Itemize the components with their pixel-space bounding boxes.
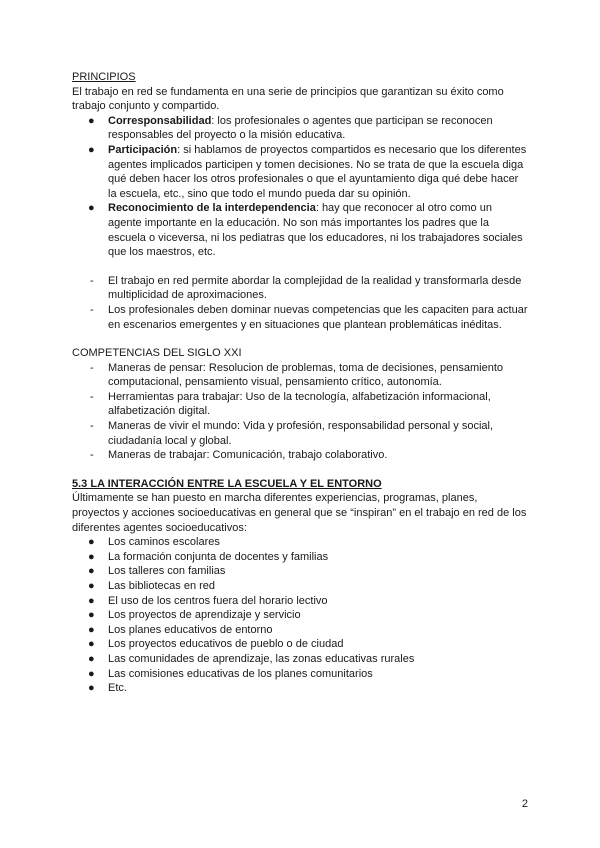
bullet-icon: ● [88, 638, 95, 651]
dash-item-text: Los profesionales deben dominar nuevas competencias que les capaciten para actuar en escenarios emergentes y en situaciones que plantean problemáticas inéditas. [108, 303, 528, 331]
list-item [72, 114, 528, 143]
bullet-icon: ● [88, 682, 95, 695]
list-item [72, 652, 528, 667]
competencia-text: Maneras de pensar: Resolucion de problemas, toma de decisiones, pensamiento computacional, pensamiento visual, pensamiento crítico, autonomía. [108, 361, 504, 389]
interaccion-item-text: Los talleres con familias [108, 565, 226, 578]
bullet-icon: ● [88, 536, 95, 549]
competencias-list [72, 361, 528, 463]
list-item [72, 667, 528, 682]
bullet-icon: ● [88, 623, 95, 636]
interaccion-item-text: Las comisiones educativas de los planes comunitarios [108, 667, 373, 680]
bullet-icon: ● [88, 550, 95, 563]
spacer [72, 260, 528, 274]
bullet-icon: ● [88, 580, 95, 592]
interaccion-item-text: La formación conjunta de docentes y familias [108, 550, 329, 563]
list-item [72, 564, 528, 579]
list-item [72, 274, 528, 303]
list-item [72, 303, 528, 332]
section-title: 5.3 LA INTERACCIÓN ENTRE LA ESCUELA Y EL ENTORNO [72, 477, 382, 490]
bullet-icon: ● [88, 667, 95, 680]
list-item [72, 623, 528, 638]
dash-icon: - [90, 274, 94, 287]
list-item [72, 390, 528, 419]
competencia-text: Maneras de vivir el mundo: Vida y profesión, responsabilidad personal y social, ciudadanía local y global. [108, 420, 494, 447]
principio-term: Corresponsabilidad [108, 114, 212, 127]
principios-list [72, 114, 528, 260]
principio-text: : los profesionales o agentes que participan se reconocen responsables del proyecto o la misión educativa. [108, 114, 493, 142]
bullet-icon: ● [88, 143, 95, 156]
list-item [72, 201, 528, 259]
list-item [72, 448, 528, 463]
dash-item-text: El trabajo en red permite abordar la complejidad de la realidad y transformarla desde multiplicidad de aproximaciones. [108, 274, 522, 302]
interaccion-item-text: Los proyectos de aprendizaje y servicio [108, 609, 301, 622]
bullet-icon: ● [88, 114, 95, 127]
bullet-icon: ● [88, 652, 95, 665]
bullet-icon: ● [88, 202, 95, 215]
interaccion-item-text: Los planes educativos de entorno [108, 623, 273, 636]
document-page [72, 70, 528, 696]
principios-dash-list [72, 274, 528, 332]
spacer [72, 463, 528, 477]
spacer [72, 332, 528, 346]
list-item [72, 535, 528, 550]
bullet-icon: ● [88, 565, 95, 578]
interaccion-item-text: Los caminos escolares [108, 536, 220, 549]
list-item [72, 637, 528, 652]
interaccion-item-text: Los proyectos educativos de pueblo o de ciudad [108, 638, 344, 651]
dash-icon: - [90, 303, 94, 316]
dash-icon: - [90, 449, 94, 462]
list-item [72, 681, 528, 696]
list-item [72, 143, 528, 201]
dash-icon: - [90, 420, 94, 433]
interaccion-item-text: El uso de los centros fuera del horario lectivo [108, 594, 328, 607]
dash-icon: - [90, 390, 94, 403]
list-item [72, 608, 528, 623]
competencias-heading: COMPETENCIAS DEL SIGLO XXI [72, 347, 242, 360]
list-item [72, 594, 528, 609]
interaccion-item-text: Las bibliotecas en red [108, 580, 216, 592]
list-item [72, 550, 528, 565]
principio-text: : hay que reconocer al otro como un agente importante en la educación. No son más importantes los padres que la escuela o viceversa, ni los pediatras que los educadores, ni los trabajadores sociales que los maestros, etc. [108, 202, 523, 259]
principio-term: Participación [108, 143, 178, 156]
principio-term: Reconocimiento de la interdependencia [108, 202, 316, 215]
list-item [72, 419, 528, 448]
principios-heading: PRINCIPIOS [72, 71, 136, 83]
dash-icon: - [90, 361, 94, 374]
interaccion-item-text: Etc. [108, 682, 127, 695]
principios-intro: El trabajo en red se fundamenta en una serie de principios que garantizan su éxito como trabajo conjunto y compartido. [72, 85, 504, 113]
list-item [72, 361, 528, 390]
principio-text: : si hablamos de proyectos compartidos es necesario que los diferentes agentes implicados participen y tomen decisiones. No se trata de que la escuela diga qué deben hacer los otros profesionales o que el ayuntamiento diga qué debe hacer la escuela, etc., sino que todo el mundo pueda dar su opinión. [108, 143, 527, 200]
bullet-icon: ● [88, 594, 95, 607]
bullet-icon: ● [88, 609, 95, 622]
interaccion-item-text: Las comunidades de aprendizaje, las zonas educativas rurales [108, 652, 415, 665]
list-item [72, 579, 528, 594]
interaccion-list [72, 535, 528, 696]
interaccion-intro: Últimamente se han puesto en marcha diferentes experiencias, programas, planes, proyectos y acciones socioeducativas en general que se “inspiran” en el trabajo en red de los diferentes agentes socioeducativos: [72, 492, 527, 534]
competencia-text: Herramientas para trabajar: Uso de la tecnología, alfabetización informacional, alfabetización digital. [108, 390, 491, 418]
page-number: 2 [521, 798, 528, 810]
competencia-text: Maneras de trabajar: Comunicación, trabajo colaborativo. [108, 449, 388, 462]
